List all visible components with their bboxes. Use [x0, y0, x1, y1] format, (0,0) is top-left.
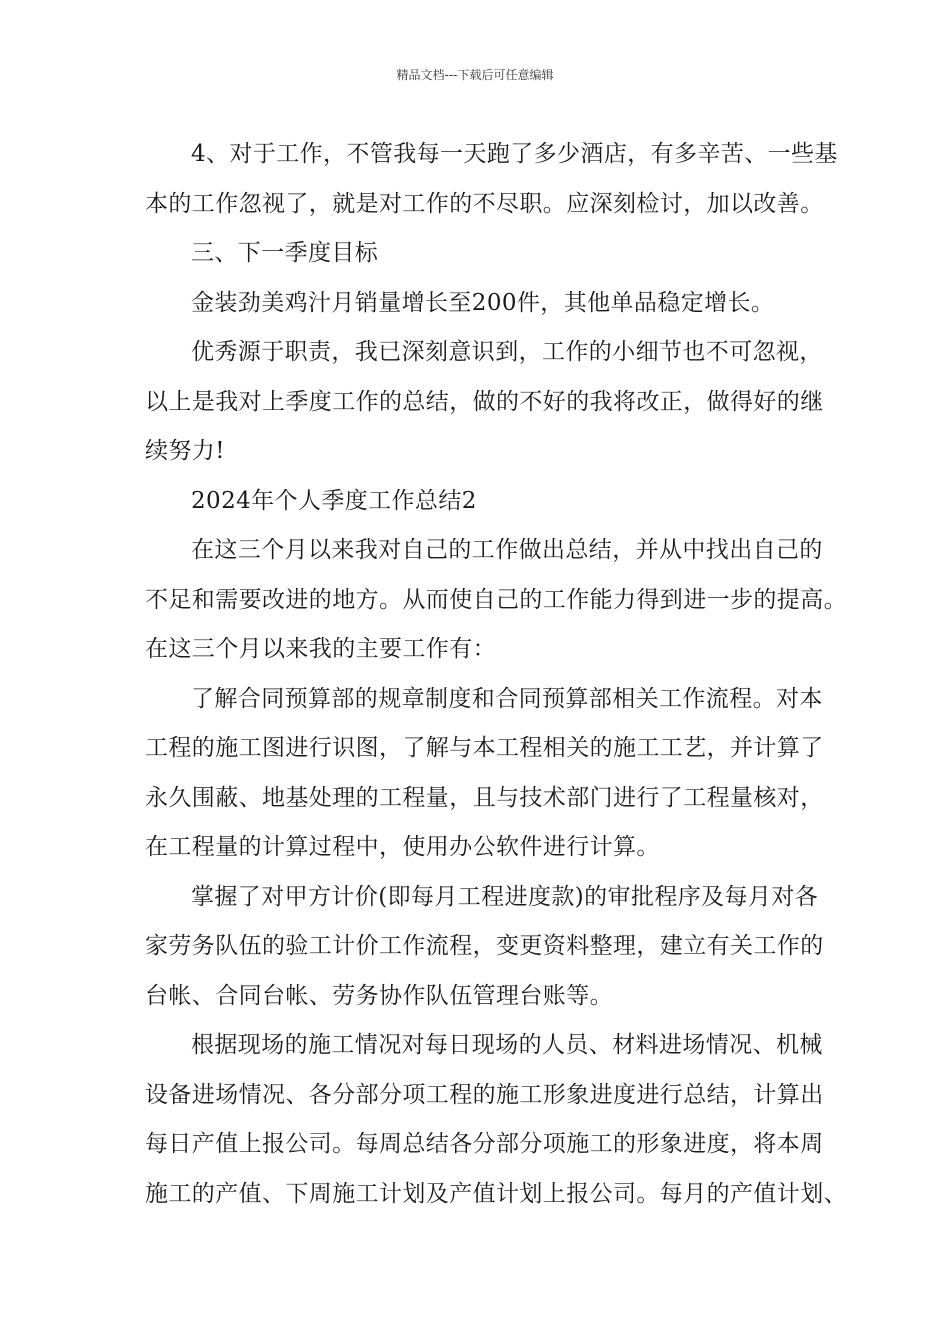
text-line: 金装劲美鸡汁月销量增长至200件，其他单品稳定增长。 — [191, 289, 775, 316]
text-line: 三、下一季度目标 — [191, 240, 379, 266]
text-line: 每日产值上报公司。每周总结各分部分项施工的形象进度，将本周 — [145, 1131, 824, 1157]
page-header: 精品文档---下载后可任意编辑 — [396, 68, 554, 82]
text-line: 优秀源于职责，我已深刻意识到，工作的小细节也不可忽视， — [191, 339, 823, 365]
text-line: 施工的产值、下周施工计划及产值计划上报公司。每月的产值计划、 — [145, 1180, 847, 1207]
text-line: 续努力! — [145, 438, 225, 464]
text-line: 以上是我对上季度工作的总结，做的不好的我将改正，做得好的继 — [145, 388, 824, 415]
document-body — [145, 130, 847, 1219]
text-line: 了解合同预算部的规章制度和合同预算部相关工作流程。对本 — [191, 685, 823, 712]
text-line: 掌握了对甲方计价(即每月工程进度款)的审批程序及每月对各 — [191, 883, 819, 910]
text-line: 工程的施工图进行识图，了解与本工程相关的施工工艺，并计算了 — [145, 735, 824, 761]
text-line: 永久围蔽、地基处理的工程量，且与技术部门进行了工程量核对， — [145, 784, 824, 811]
text-line: 设备进场情况、各分部分项工程的施工形象进度进行总结，计算出 — [145, 1081, 824, 1108]
text-line: 在工程量的计算过程中，使用办公软件进行计算。 — [145, 834, 660, 860]
text-line: 本的工作忽视了，就是对工作的不尽职。应深刻检讨，加以改善。 — [145, 190, 824, 217]
text-line: 2024年个人季度工作总结2 — [191, 487, 477, 514]
text-line: 家劳务队伍的验工计价工作流程，变更资料整理，建立有关工作的 — [145, 933, 824, 959]
text-line: 台帐、合同台帐、劳务协作队伍管理台账等。 — [145, 982, 613, 1009]
text-line: 根据现场的施工情况对每日现场的人员、材料进场情况、机械 — [191, 1032, 823, 1058]
text-line: 在这三个月以来我的主要工作有： — [145, 636, 496, 662]
text-line: 不足和需要改进的地方。从而使自己的工作能力得到进一步的提高。 — [145, 586, 847, 613]
text-line: 在这三个月以来我对自己的工作做出总结，并从中找出自己的 — [191, 537, 823, 563]
text-line: 4、对于工作，不管我每一天跑了多少酒店，有多辛苦、一些基 — [191, 141, 838, 167]
